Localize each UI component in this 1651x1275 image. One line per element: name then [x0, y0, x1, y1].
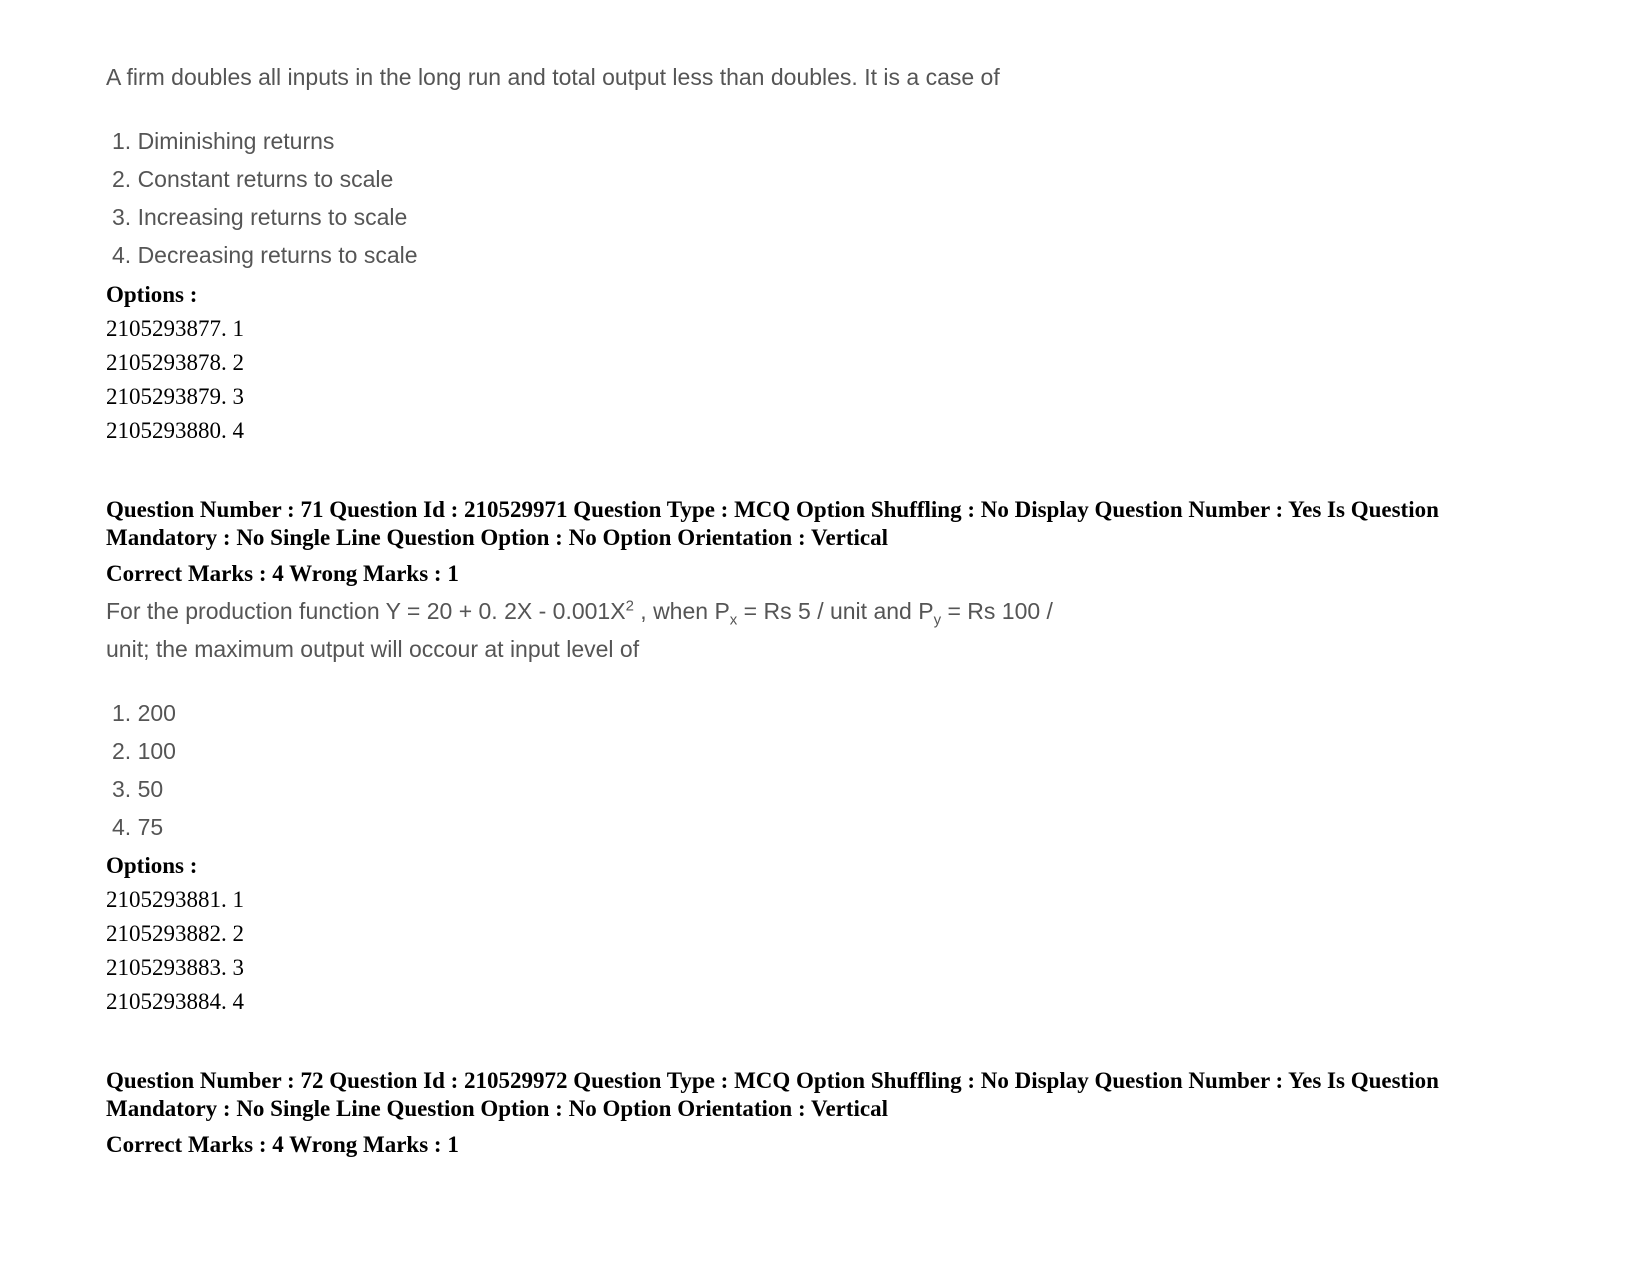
q70-choice-1: 1. Diminishing returns	[112, 128, 335, 154]
q71-meta-line1: Question Number : 71 Question Id : 210529971 Question Type : MCQ Option Shuffling : No Display Question Number : Yes Is Question	[106, 497, 1439, 522]
q71-marks: Correct Marks : 4 Wrong Marks : 1	[106, 561, 459, 586]
q71-choice-4: 4. 75	[112, 814, 164, 840]
q71-option-2: 2105293882. 2	[106, 921, 244, 946]
q72-meta-line2: Mandatory : No Single Line Question Option : No Option Orientation : Vertical	[106, 1096, 889, 1121]
q71-meta-line2: Mandatory : No Single Line Question Option : No Option Orientation : Vertical	[106, 525, 889, 550]
q72-marks: Correct Marks : 4 Wrong Marks : 1	[106, 1132, 459, 1157]
q70-option-3: 2105293879. 3	[106, 384, 244, 409]
q70-stem: A firm doubles all inputs in the long run and total output less than doubles. It is a case of	[106, 64, 1000, 90]
q70-option-2: 2105293878. 2	[106, 350, 244, 375]
q71-meta	[106, 496, 1576, 552]
q72-meta-line1: Question Number : 72 Question Id : 210529972 Question Type : MCQ Option Shuffling : No Display Question Number : Yes Is Question	[106, 1068, 1439, 1093]
q71-choice-1: 1. 200	[112, 700, 176, 726]
q71-stem-line2: unit; the maximum output will occour at input level of	[106, 636, 640, 662]
q71-options-label: Options :	[106, 853, 198, 878]
q71-option-3: 2105293883. 3	[106, 955, 244, 980]
q70-choice-4: 4. Decreasing returns to scale	[112, 242, 418, 268]
q71-choice-2: 2. 100	[112, 738, 176, 764]
q71-stem-part1: For the production function Y = 20 + 0. 2X - 0.001X	[106, 598, 626, 624]
q70-choice-3: 3. Increasing returns to scale	[112, 204, 408, 230]
q71-stem-sub-y: y	[933, 611, 942, 629]
q71-stem-sub-x: x	[729, 611, 738, 629]
q70-choice-2: 2. Constant returns to scale	[112, 166, 394, 192]
q71-stem-sup: 2	[625, 597, 634, 615]
q71-stem-part3: = Rs 5 / unit and P	[737, 598, 934, 624]
q71-option-1: 2105293881. 1	[106, 887, 244, 912]
q71-choice-3: 3. 50	[112, 776, 164, 802]
q71-option-4: 2105293884. 4	[106, 989, 244, 1014]
q71-stem-part4: = Rs 100 /	[941, 598, 1053, 624]
q70-option-1: 2105293877. 1	[106, 316, 244, 341]
q71-stem-part2: , when P	[633, 598, 730, 624]
q70-options-label: Options :	[106, 282, 198, 307]
q72-meta	[106, 1067, 1576, 1123]
q71-stem-line1	[106, 597, 1053, 629]
q70-option-4: 2105293880. 4	[106, 418, 244, 443]
